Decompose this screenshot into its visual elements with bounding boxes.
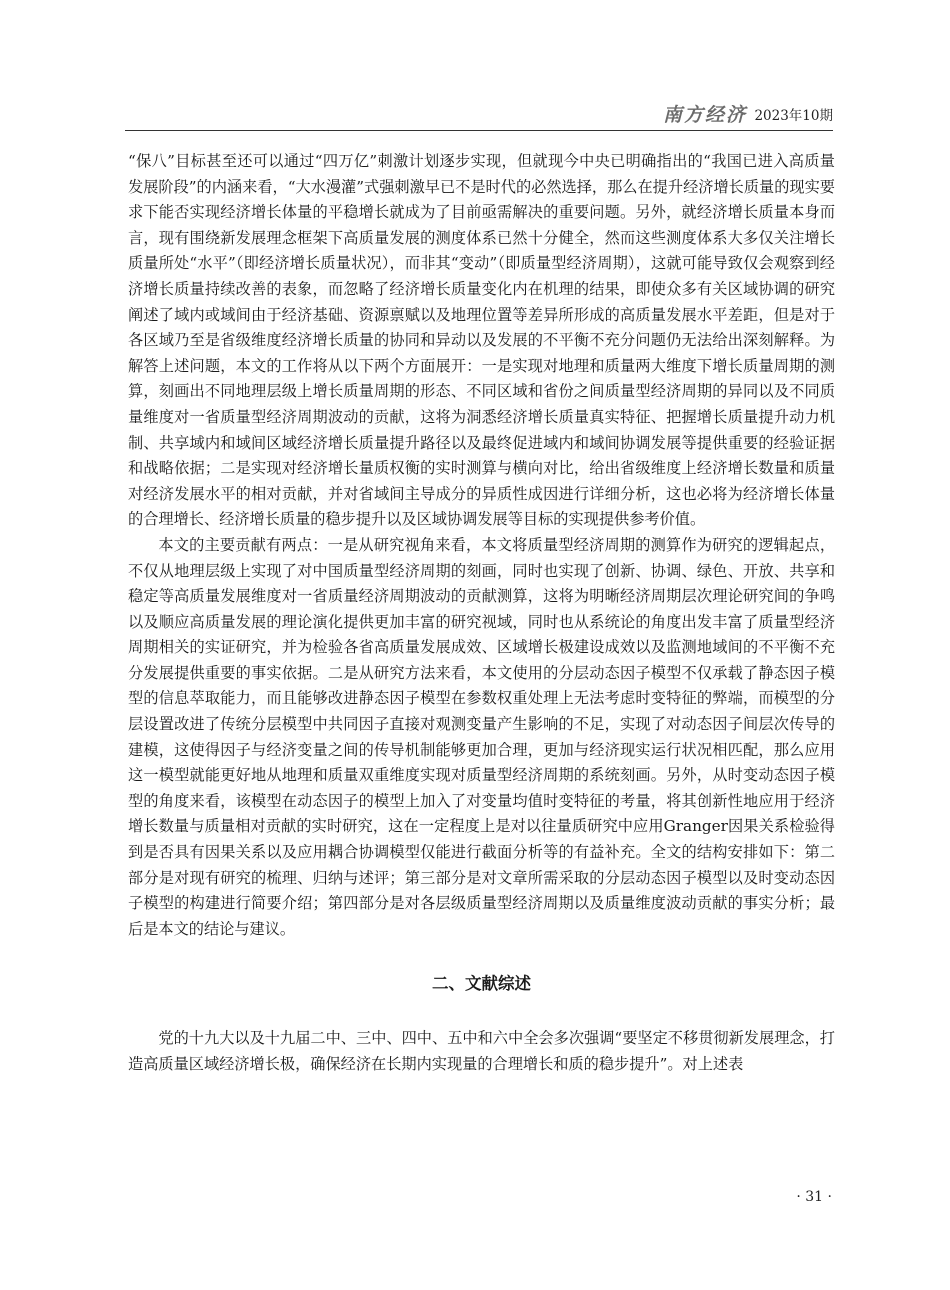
section-paragraph: 党的十九大以及十九届二中、三中、四中、五中和六中全会多次强调“要坚定不移贯彻新发展理念，打造高质量区域经济增长极，确保经济在长期内实现量的合理增长和质的稳步提升”。对上述表	[128, 1029, 835, 1073]
page-number: · 31 ·	[796, 1189, 832, 1205]
article-body	[128, 149, 835, 1078]
running-header	[125, 96, 833, 131]
body-paragraph-1: “保八”目标甚至还可以通过“四万亿”刺激计划逐步实现，但就现今中央已明确指出的“我国已进入高质量发展阶段”的内涵来看，“大水漫灌”式强刺激早已不是时代的必然选择，那么在提升经济增长质量的现实要求下能否实现经济增长体量的平稳增长就成为了目前亟需解决的重要问题。另外，就经济增长质量本身而言，现有围绕新发展理念框架下高质量发展的测度体系已然十分健全，然而这些测度体系大多仅关注增长质量所处“水平”（即经济增长质量状况），而非其“变动”（即质量型经济周期），这就可能导致仅会观察到经济增长质量持续改善的表象，而忽略了经济增长质量变化内在机理的结果，即使众多有关区域协调的研究阐述了域内或域间由于经济基础、资源禀赋以及地理位置等差异所形成的高质量发展水平差距，但是对于各区域乃至是省级维度经济增长质量的协同和异动以及发展的不平衡不充分问题仍无法给出深刻解释。为解答上述问题，本文的工作将从以下两个方面展开：一是实现对地理和质量两大维度下增长质量周期的测算，刻画出不同地理层级上增长质量周期的形态、不同区域和省份之间质量型经济周期的异同以及不同质量维度对一省质量型经济周期波动的贡献，这将为洞悉经济增长质量真实特征、把握增长质量提升动力机制、共享域内和域间区域经济增长质量提升路径以及最终促进域内和域间协调发展等提供重要的经验证据和战略依据；二是实现对经济增长量质权衡的实时测算与横向对比，给出省级维度上经济增长数量和质量对经济发展水平的相对贡献，并对省域间主导成分的异质性成因进行详细分析，这也必将为经济增长体量的合理增长、经济增长质量的稳步提升以及区域协调发展等目标的实现提供参考价值。	[128, 152, 835, 529]
body-paragraph-2: 本文的主要贡献有两点：一是从研究视角来看，本文将质量型经济周期的测算作为研究的逻辑起点，不仅从地理层级上实现了对中国质量型经济周期的刻画，同时也实现了创新、协调、绿色、开放、共享和稳定等高质量发展维度对一省质量经济周期波动的贡献测算，这将为明晰经济周期层次理论研究间的争鸣以及顺应高质量发展的理论演化提供更加丰富的研究视域，同时也从系统论的角度出发丰富了质量型经济周期相关的实证研究，并为检验各省高质量发展成效、区域增长极建设成效以及监测地域间的不平衡不充分发展提供重要的事实依据。二是从研究方法来看，本文使用的分层动态因子模型不仅承载了静态因子模型的信息萃取能力，而且能够改进静态因子模型在参数权重处理上无法考虑时变特征的弊端，而模型的分层设置改进了传统分层模型中共同因子直接对观测变量产生影响的不足，实现了对动态因子间层次传导的建模，这使得因子与经济变量之间的传导机制能够更加合理，更加与经济现实运行状况相匹配，那么应用这一模型就能更好地从地理和质量双重维度实现对质量型经济周期的系统刻画。另外，从时变动态因子模型的角度来看，该模型在动态因子的模型上加入了对变量均值时变特征的考量，将其创新性地应用于经济增长数量与质量相对贡献的实时研究，这在一定程度上是对以往量质研究中应用Granger因果关系检验得到是否具有因果关系以及应用耦合协调模型仅能进行截面分析等的有益补充。全文的结构安排如下：第二部分是对现有研究的梳理、归纳与述评；第三部分是对文章所需采取的分层动态因子模型以及时变动态因子模型的构建进行简要介绍；第四部分是对各层级质量型经济周期以及质量维度波动贡献的事实分析；最后是本文的结论与建议。	[128, 535, 835, 938]
section-heading: 二、文献综述	[432, 974, 531, 994]
journal-name: 南方经济	[662, 104, 747, 126]
issue-label: 2023年10期	[754, 108, 833, 124]
